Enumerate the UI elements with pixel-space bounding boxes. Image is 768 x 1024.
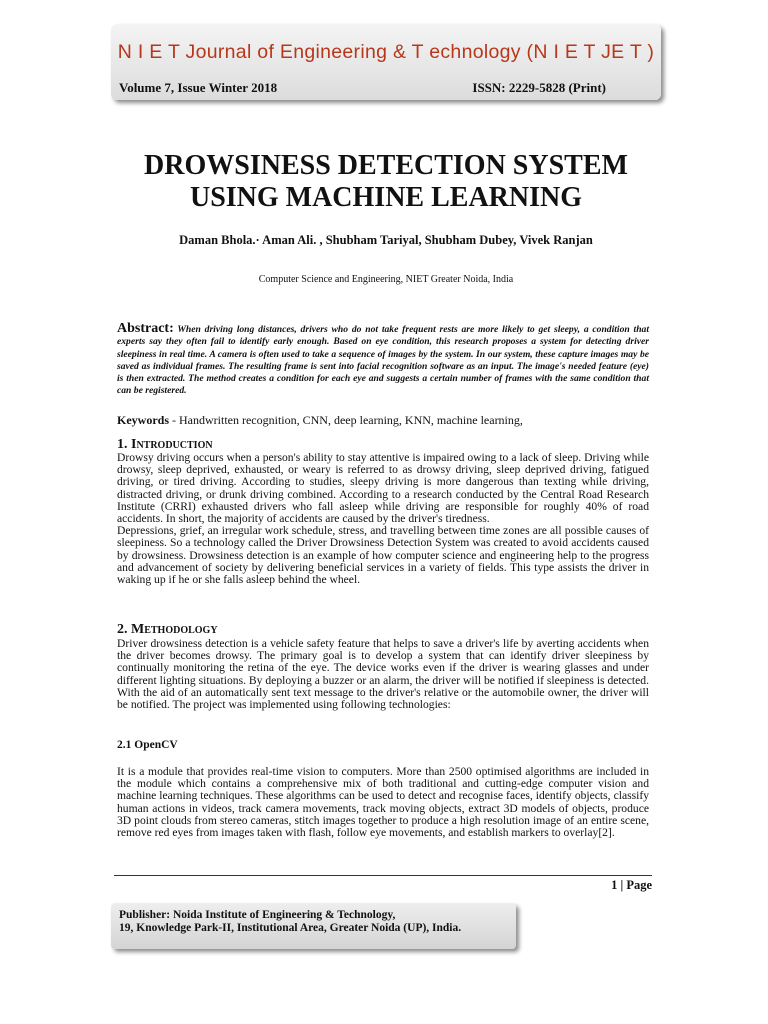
introduction-paragraph-1: Drowsy driving occurs when a person's ability to stay attentive is impaired owing to a lack of sleep. Driving while drowsy, sleep deprived, exhausted, or weary is referred to as drowsy driving, sleep deprived driving, fatigued driving, or tired driving. According to studies, sleepy driving is more dangerous than texting while driving, distracted driving, or drunk driving combined. According to a research conducted by the Central Road Research Institute (CRRI) exhausted drivers who fall asleep while driving are responsible for roughly 40% of road accidents. In short, the majority of accidents are caused by the driver's tiredness. xyxy=(117,451,649,526)
keywords-label: Keywords xyxy=(117,413,169,427)
paper-title xyxy=(60,150,712,214)
footer-divider xyxy=(114,875,652,876)
journal-header xyxy=(111,24,661,100)
introduction-paragraph-2: Depressions, grief, an irregular work schedule, stress, and travelling between time zones are all possible causes of sleepiness. So a technology called the Driver Drowsiness Detection System was created to avoid accidents caused by drowsiness. Drowsiness detection is an example of how computer science and engineering help to the progress and advancement of society by delivering beneficial services in a variety of fields. This type assists the driver in waking up if he or she falls asleep behind the wheel. xyxy=(117,524,649,587)
publisher-line-1: Publisher: Noida Institute of Engineering & Technology, xyxy=(119,909,396,921)
keywords-text: - Handwritten recognition, CNN, deep learning, KNN, machine learning, xyxy=(169,413,523,427)
section-heading-methodology: 2. Methodology xyxy=(117,622,218,637)
volume-issue: Volume 7, Issue Winter 2018 xyxy=(119,80,278,95)
keywords xyxy=(117,413,523,428)
opencv-body xyxy=(117,766,649,839)
issn: ISSN: 2229-5828 (Print) xyxy=(472,80,606,95)
authors: Daman Bhola.· Aman Ali. , Shubham Tariyal, Shubham Dubey, Vivek Ranjan xyxy=(179,233,593,247)
publisher-box xyxy=(111,903,516,949)
subsection-heading-opencv: 2.1 OpenCV xyxy=(117,739,178,751)
methodology-body xyxy=(117,638,649,711)
opencv-paragraph: It is a module that provides real-time vision to computers. More than 2500 optimised algorithms are included in the module which contains a comprehensive mix of both traditional and cutting-edge computer vision and machine learning techniques. These algorithms can be used to detect and recognise faces, identify objects, classify human actions in videos, track camera movements, track moving objects, extract 3D models of objects, produce 3D point clouds from stereo cameras, stitch images together to produce a high resolution image of an entire scene, remove red eyes from images taken with flash, follow eye movements, and establish markers to overlay[2]. xyxy=(117,765,649,840)
page-number: 1 | Page xyxy=(611,878,652,892)
title-line-1: DROWSINESS DETECTION SYSTEM xyxy=(144,150,628,181)
methodology-paragraph-1: Driver drowsiness detection is a vehicle safety feature that helps to save a driver's life by averting accidents when the driver becomes drowsy. The primary goal is to develop a system that can identify driver sleepiness by continually monitoring the retina of the eye. The device works even if the driver is wearing glasses and under different lighting situations. By deploying a buzzer or an alarm, the driver will be notified if sleepiness is detected. With the aid of an automatically sent text message to the driver's relative or the automobile owner, the driver will be notified. The project was implemented using following technologies: xyxy=(117,637,649,712)
abstract xyxy=(117,323,649,398)
affiliation: Computer Science and Engineering, NIET Greater Noida, India xyxy=(258,274,514,285)
section-heading-introduction: 1. Introduction xyxy=(117,437,213,452)
title-line-2: USING MACHINE LEARNING xyxy=(189,182,583,213)
journal-name: N I E T Journal of Engineering & T echnology (N I E T JE T ) xyxy=(117,41,655,63)
abstract-text: When driving long distances, drivers who do not take frequent rests are more likely to get sleepy, a condition that experts say they often fail to identify early enough. Based on eye condition, this research proposes a system for detecting driver sleepiness in real time. A camera is often used to take a sequence of images by the system. In our system, these capture images may be saved as individual frames. The resulting frame is sent into facial recognition software as an input. The image's needed feature (eye) is then extracted. The method creates a condition for each eye and suggests a certain number of frames with the same condition that can be registered. xyxy=(117,324,649,397)
publisher-line-2: 19, Knowledge Park-II, Institutional Area, Greater Noida (UP), India. xyxy=(119,922,462,934)
introduction-body xyxy=(117,452,649,586)
abstract-label: Abstract: xyxy=(117,321,174,336)
